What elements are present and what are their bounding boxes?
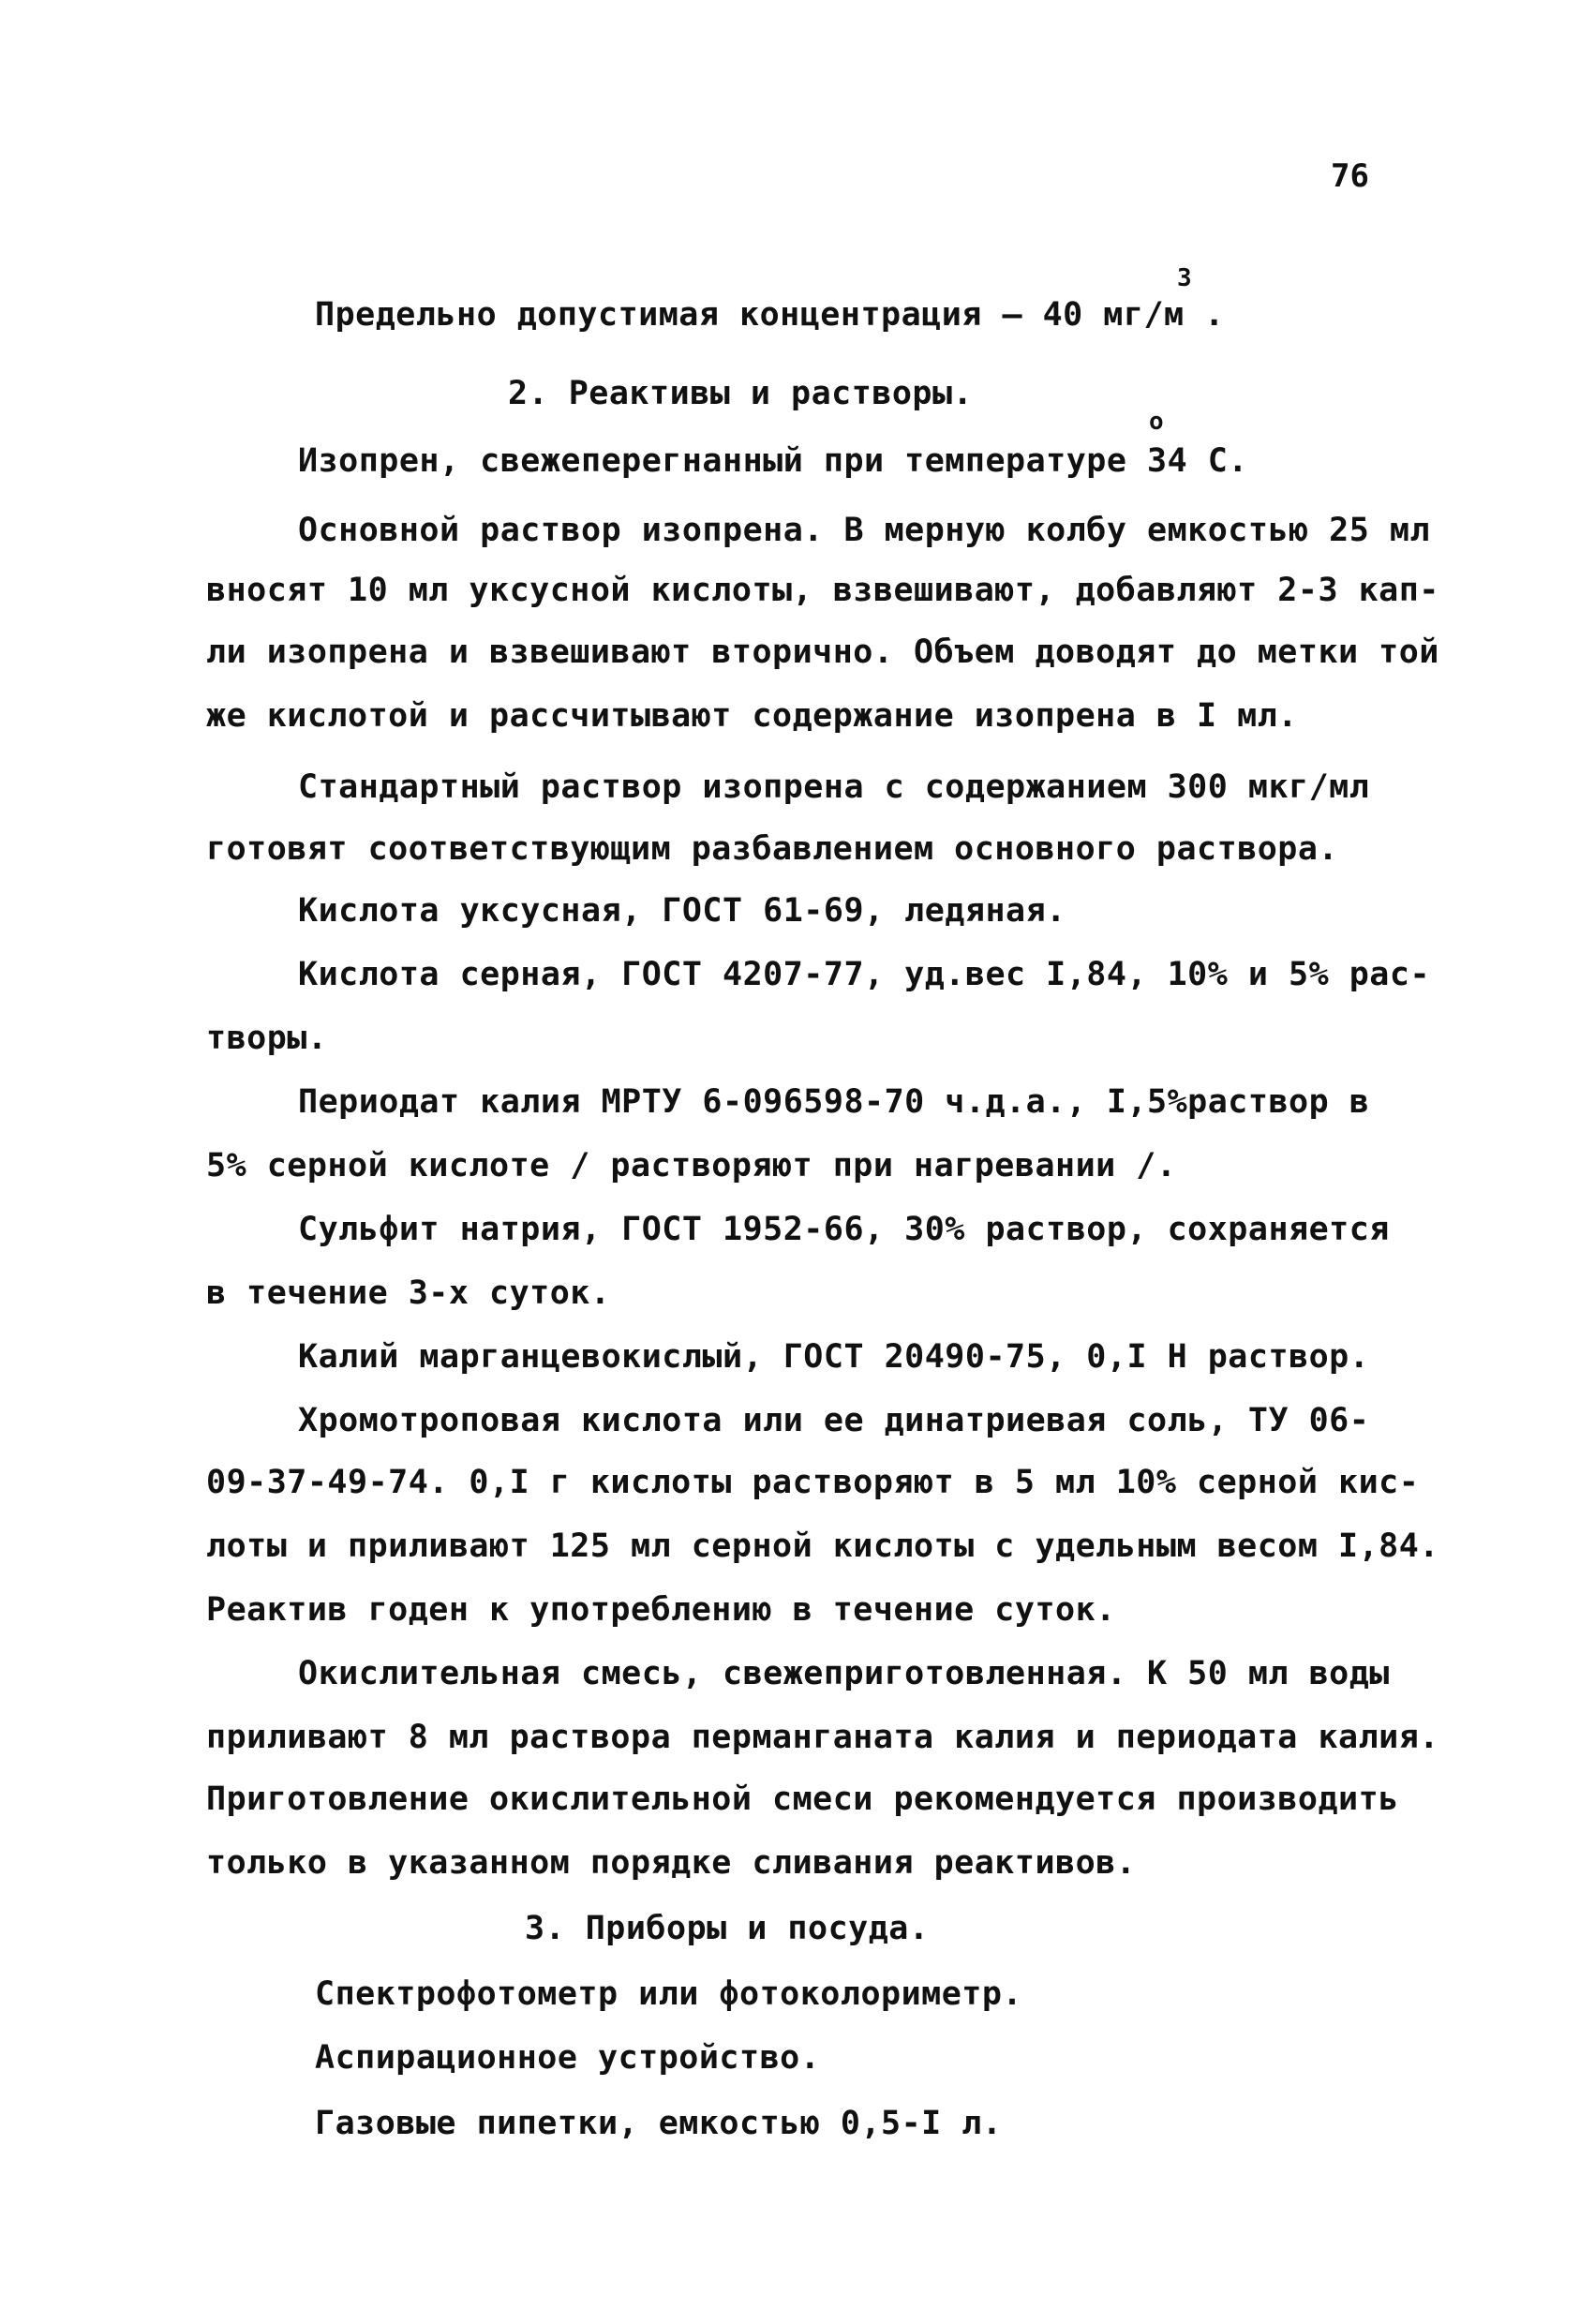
text-line: Окислительная смесь, свежеприготовленная. К 50 мл воды bbox=[298, 1655, 1390, 1692]
text-line: Предельно допустимая концентрация – 40 мг/м . bbox=[315, 296, 1225, 334]
text-line: готовят соответствующим разбавлением основного раствора. bbox=[206, 830, 1339, 868]
text-line: ли изопрена и взвешивают вторично. Объем доводят до метки той bbox=[206, 633, 1439, 671]
text-line: Сульфит натрия, ГОСТ 1952-66, 30% раствор, сохраняется bbox=[298, 1211, 1390, 1248]
superscript-cubic: 3 bbox=[1177, 264, 1192, 292]
text-line: Газовые пипетки, емкостью 0,5-I л. bbox=[315, 2105, 1003, 2142]
text-line: Спектрофотометр или фотоколориметр. bbox=[315, 1975, 1023, 2013]
text-line: Периодат калия МРТУ 6-096598-70 ч.д.а., I,5%раствор в bbox=[298, 1083, 1370, 1121]
text-line: Реактив годен к употреблению в течение суток. bbox=[206, 1591, 1116, 1629]
text-line: лоты и приливают 125 мл серной кислоты с удельным весом I,84. bbox=[206, 1527, 1439, 1565]
text-line: Кислота уксусная, ГОСТ 61-69, ледяная. bbox=[298, 892, 1066, 930]
text-line: Изопрен, свежеперегнанный при температуре 34 С. bbox=[298, 442, 1248, 480]
superscript-degree: o bbox=[1149, 408, 1164, 436]
text-line: 5% серной кислоте / растворяют при нагревании /. bbox=[206, 1147, 1177, 1184]
text-line: Кислота серная, ГОСТ 4207-77, уд.вес I,84, 10% и 5% рас- bbox=[298, 956, 1431, 993]
section-heading: 2. Реактивы и растворы. bbox=[508, 375, 974, 412]
text-line: Стандартный раствор изопрена с содержанием 300 мкг/мл bbox=[298, 768, 1370, 806]
text-line: Основной раствор изопрена. В мерную колбу емкостью 25 мл bbox=[298, 512, 1431, 549]
text-line: творы. bbox=[206, 1020, 328, 1057]
text-line: 09-37-49-74. 0,I г кислоты растворяют в 5 мл 10% серной кис- bbox=[206, 1464, 1420, 1501]
text-line: Аспирационное устройство. bbox=[315, 2039, 821, 2077]
text-line: приливают 8 мл раствора перманганата калия и периодата калия. bbox=[206, 1719, 1439, 1756]
text-line: Калий марганцевокислый, ГОСТ 20490-75, 0,I Н раствор. bbox=[298, 1338, 1370, 1376]
text-line: только в указанном порядке сливания реактивов. bbox=[206, 1844, 1137, 1882]
text-line: Хромотроповая кислота или ее динатриевая соль, ТУ 06- bbox=[298, 1402, 1370, 1439]
text-line: Приготовление окислительной смеси рекомендуется производить bbox=[206, 1780, 1399, 1818]
text-line: же кислотой и рассчитывают содержание изопрена в I мл. bbox=[206, 697, 1298, 735]
page-number: 76 bbox=[1331, 157, 1369, 195]
section-heading: 3. Приборы и посуда. bbox=[525, 1910, 930, 1947]
text-line: вносят 10 мл уксусной кислоты, взвешивают, добавляют 2-3 кап- bbox=[206, 572, 1439, 609]
text-line: в течение 3-х суток. bbox=[206, 1274, 611, 1312]
